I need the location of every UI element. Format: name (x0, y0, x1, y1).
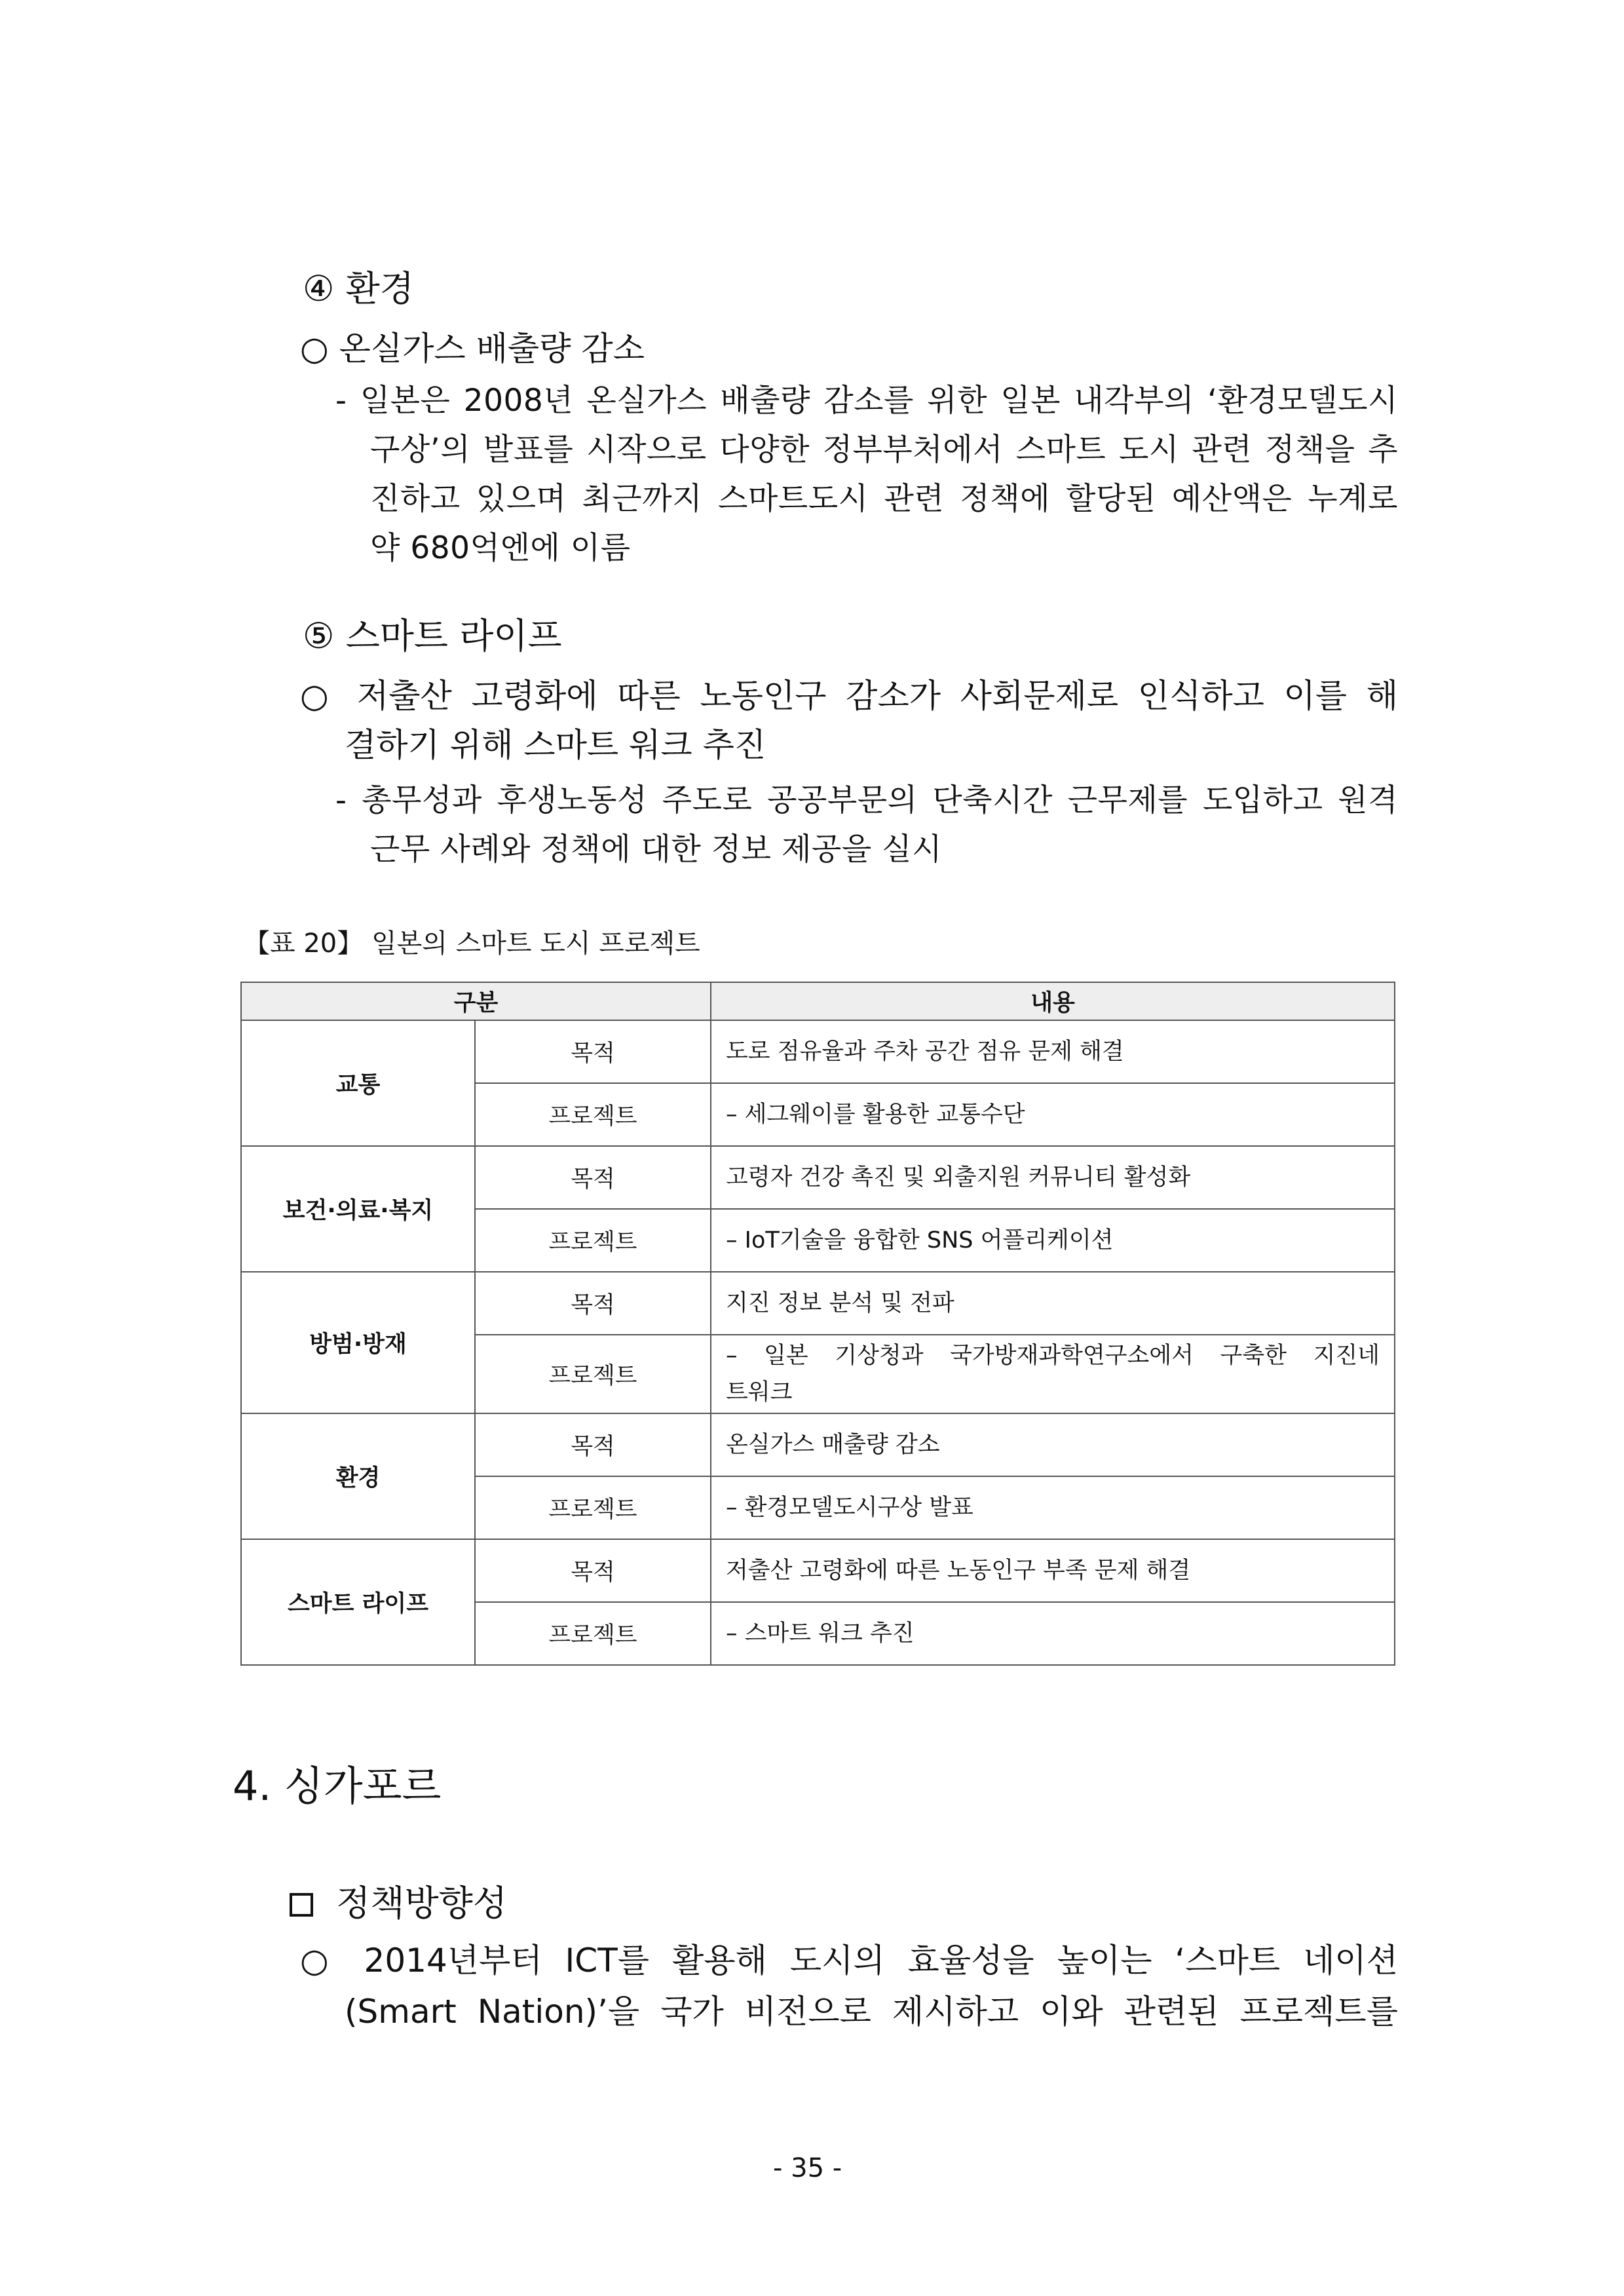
purpose-label: 목적 (475, 1020, 711, 1083)
table-row (241, 1413, 1395, 1476)
project-value: – IoT기술을 융합한 SNS 어플리케이션 (711, 1209, 1395, 1272)
row-category: 보건·의료·복지 (241, 1146, 475, 1272)
project-value-line-1: – 일본 기상청과 국가방재과학연구소에서 구축한 지진네 (726, 1343, 1380, 1369)
table-header-row (241, 982, 1395, 1020)
section-title-singapore: 4. 싱가포르 (233, 1762, 442, 1810)
project-label: 프로젝트 (475, 1476, 711, 1539)
env-dash-line-1: - 일본은 2008년 온실가스 배출량 감소를 위한 일본 내각부의 ‘환경모델도시 (335, 383, 1398, 419)
row-category: 스마트 라이프 (241, 1539, 475, 1665)
purpose-value: 온실가스 매출량 감소 (711, 1413, 1395, 1476)
row-category: 환경 (241, 1413, 475, 1539)
checkbox-square-icon (290, 1893, 313, 1917)
env-dash-line-2: 구상’의 발표를 시작으로 다양한 정부부처에서 스마트 도시 관련 정책을 추 (370, 432, 1398, 468)
purpose-value: 도로 점유율과 주차 공간 점유 문제 해결 (711, 1020, 1395, 1083)
smart-life-dash-line-2: 근무 사례와 정책에 대한 정보 제공을 실시 (370, 832, 942, 868)
heading-smart-life: ⑤ 스마트 라이프 (303, 615, 562, 657)
purpose-value: 고령자 건강 촉진 및 외출지원 커뮤니티 활성화 (711, 1146, 1395, 1209)
purpose-label: 목적 (475, 1413, 711, 1476)
table-row (241, 1020, 1395, 1083)
table-row (241, 1272, 1395, 1335)
table-row (241, 1539, 1395, 1602)
singapore-bullet-line-1: ○ 2014년부터 ICT를 활용해 도시의 효율성을 높이는 ‘스마트 네이션 (300, 1942, 1398, 1980)
header-category: 구분 (241, 982, 711, 1020)
policy-heading (290, 1875, 507, 1926)
purpose-label: 목적 (475, 1539, 711, 1602)
purpose-value: 저출산 고령화에 따른 노동인구 부족 문제 해결 (711, 1539, 1395, 1602)
page-number: - 35 - (773, 2153, 842, 2183)
singapore-bullet-line-2: (Smart Nation)’을 국가 비전으로 제시하고 이와 관련된 프로젝트를 (345, 1993, 1398, 2031)
smart-life-bullet-line-2: 결하기 위해 스마트 워크 추진 (345, 726, 766, 764)
purpose-value: 지진 정보 분석 및 전파 (711, 1272, 1395, 1335)
project-value (711, 1335, 1395, 1413)
header-content: 내용 (711, 982, 1395, 1020)
project-label: 프로젝트 (475, 1335, 711, 1413)
project-value: – 세그웨이를 활용한 교통수단 (711, 1083, 1395, 1146)
row-category: 교통 (241, 1020, 475, 1146)
smart-life-dash-line-1: - 총무성과 후생노동성 주도로 공공부문의 단축시간 근무제를 도입하고 원격 (335, 782, 1398, 818)
table-row (241, 1146, 1395, 1209)
heading-environment: ④ 환경 (303, 268, 414, 309)
project-value-line-2: 트워크 (726, 1379, 793, 1406)
project-label: 프로젝트 (475, 1602, 711, 1665)
bullet-emission-reduction: ○ 온실가스 배출량 감소 (300, 330, 645, 368)
smart-life-bullet-line-1: ○ 저출산 고령화에 따른 노동인구 감소가 사회문제로 인식하고 이를 해 (300, 677, 1398, 715)
smart-city-table (240, 982, 1395, 1666)
purpose-label: 목적 (475, 1146, 711, 1209)
project-label: 프로젝트 (475, 1209, 711, 1272)
project-label: 프로젝트 (475, 1083, 711, 1146)
purpose-label: 목적 (475, 1272, 711, 1335)
env-dash-line-3: 진하고 있으며 최근까지 스마트도시 관련 정책에 할당된 예산액은 누계로 (370, 481, 1398, 517)
policy-heading-label: 정책방향성 (336, 1883, 507, 1924)
env-dash-line-4: 약 680억엔에 이름 (370, 530, 631, 566)
project-value: – 스마트 워크 추진 (711, 1602, 1395, 1665)
project-value: – 환경모델도시구상 발표 (711, 1476, 1395, 1539)
table-caption: 【표 20】 일본의 스마트 도시 프로젝트 (244, 928, 700, 959)
row-category: 방범·방재 (241, 1272, 475, 1413)
